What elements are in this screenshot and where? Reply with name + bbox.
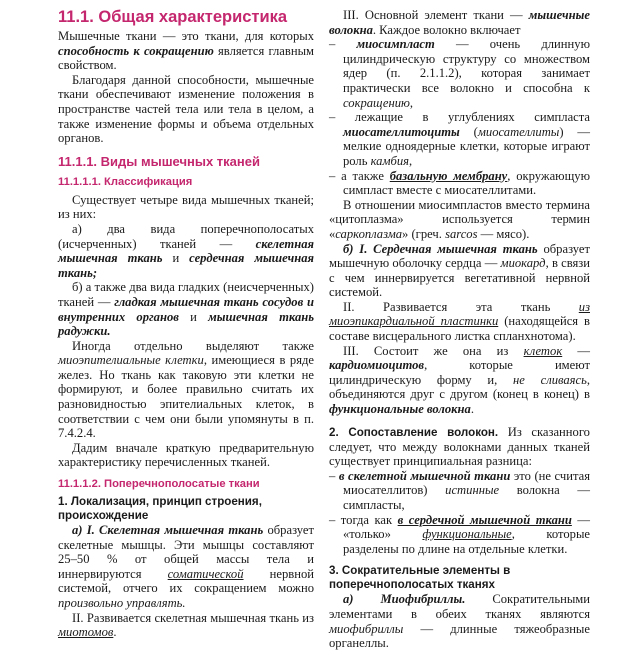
paragraph-cardiomyocytes: III. Состоит же она из клеток — кардиомиоцитов, которые имеют цилиндрическую форму и, не сливаясь, объединяются друг с другом (конец в конец) в функциональные волокна. [329,343,590,417]
paragraph-sarcoplasm: В отношении миосимпластов вместо термина «цитоплазма» используется термин «саркоплазма» (греч. sarcos — мясо). [329,197,590,241]
subsection-title: 11.1.1. Виды мышечных тканей [58,153,260,169]
paragraph-comparison: 2. Сопоставление волокон. Из сказанного следует, что между волокнами данных тканей существует принципиальная разница: [329,424,590,469]
comparison-heading: 2. Сопоставление волокон. [329,425,499,439]
paragraph-skeletal-origin: II. Развивается скелетная мышечная ткань из миотомов. [58,610,314,640]
localization-heading: 1. Локализация, принцип строения, происхождение [58,495,262,523]
paragraph-cardiac-origin: II. Развивается эта ткань из миоэпикардиальной пластинки (находящейся в составе висцерального листка спланхнотома). [329,299,590,344]
list-item-myosymplast: – миосимпласт — очень длинную цилиндрическую структуру со множеством ядер (п. 2.1.1.2), которая занимает практически все волокно и способна к сокращению, [329,37,590,110]
striated-tissues-heading: 11.1.1.2. Поперечнополосатые ткани [58,478,260,491]
paragraph-myoepithelial: Иногда отдельно выделяют также миоэпителиальные клетки, имеющиеся в ряде желез. Но ткань как таковую эти клетки не формируют, и более правильно считать их разновидностью эпителиальных клеток, в соответствии с чем они были упомянуты в п. 7.4.2.4. [58,338,314,441]
list-item-cardiac-fibers: – тогда как в сердечной мышечной ткани — «только» функциональные, которые разделены по длине на отдельные клетки. [329,512,590,556]
list-item-skeletal-fibers: – в скелетной мышечной ткани это (не считая миосателлитов) истинные волокна — симпласты, [329,468,590,512]
section-title: 11.1. Общая характеристика [58,8,288,26]
paragraph-cardiac: б) I. Сердечная мышечная ткань образует мышечную оболочку сердца — миокард, в связи с чем иннервируется вегетативной нервной системой. [329,241,590,300]
paragraph-fibers: III. Основной элемент ткани — мышечные волокна. Каждое волокно включает [329,8,590,37]
paragraph-preliminary: Дадим вначале краткую предварительную характеристику перечисленных тканей. [58,440,314,470]
paragraph-four-types: Существует четыре вида мышечных тканей; из них: [58,192,314,222]
paragraph-function: Благодаря данной способности, мышечные ткани обеспечивают изменение положения в пространстве частей тела или тела в целом, а также изменение формы и объема отдельных органов. [58,72,314,146]
classification-heading: 11.1.1.1. Классификация [58,175,193,188]
list-item-myosatellites: – лежащие в углублениях симпласта миосателлитоциты (миосателлиты) — мелкие одноядерные клетки, которые играют роль камбия, [329,110,591,168]
contractile-elements-heading: 3. Сократительные элементы в поперечнополосатых тканях [329,564,511,592]
paragraph-skeletal: а) I. Скелетная мышечная ткань образует скелетные мышцы. Эти мышцы составляют 25–50 % от общей массы тела и иннервируются соматической нервной системой, отчего их сокращением можно произвольно управлять. [58,523,315,610]
right-column [329,8,590,651]
item-b-smooth: б) а также два вида гладких (неисчерченных) тканей — гладкая мышечная ткань сосудов и внутренних органов и мышечная ткань радужки. [58,280,314,339]
left-column [58,8,314,640]
list-item-membrane: – а также базальную мембрану, окружающую симпласт вместе с миосателлитами. [329,168,590,198]
paragraph-myofibrils: а) Миофибриллы. Сократительными элементами в обеих тканях являются миофибриллы — длинные тяжеобразные органеллы. [329,592,590,651]
item-a-striated: а) два вида поперечнополосатых (исчерченных) тканей — скелетная мышечная ткань и сердечная мышечная ткань; [58,221,314,280]
paragraph-definition: Мышечные ткани — это ткани, для которых способность к сокращению является главным свойством. [58,29,314,73]
